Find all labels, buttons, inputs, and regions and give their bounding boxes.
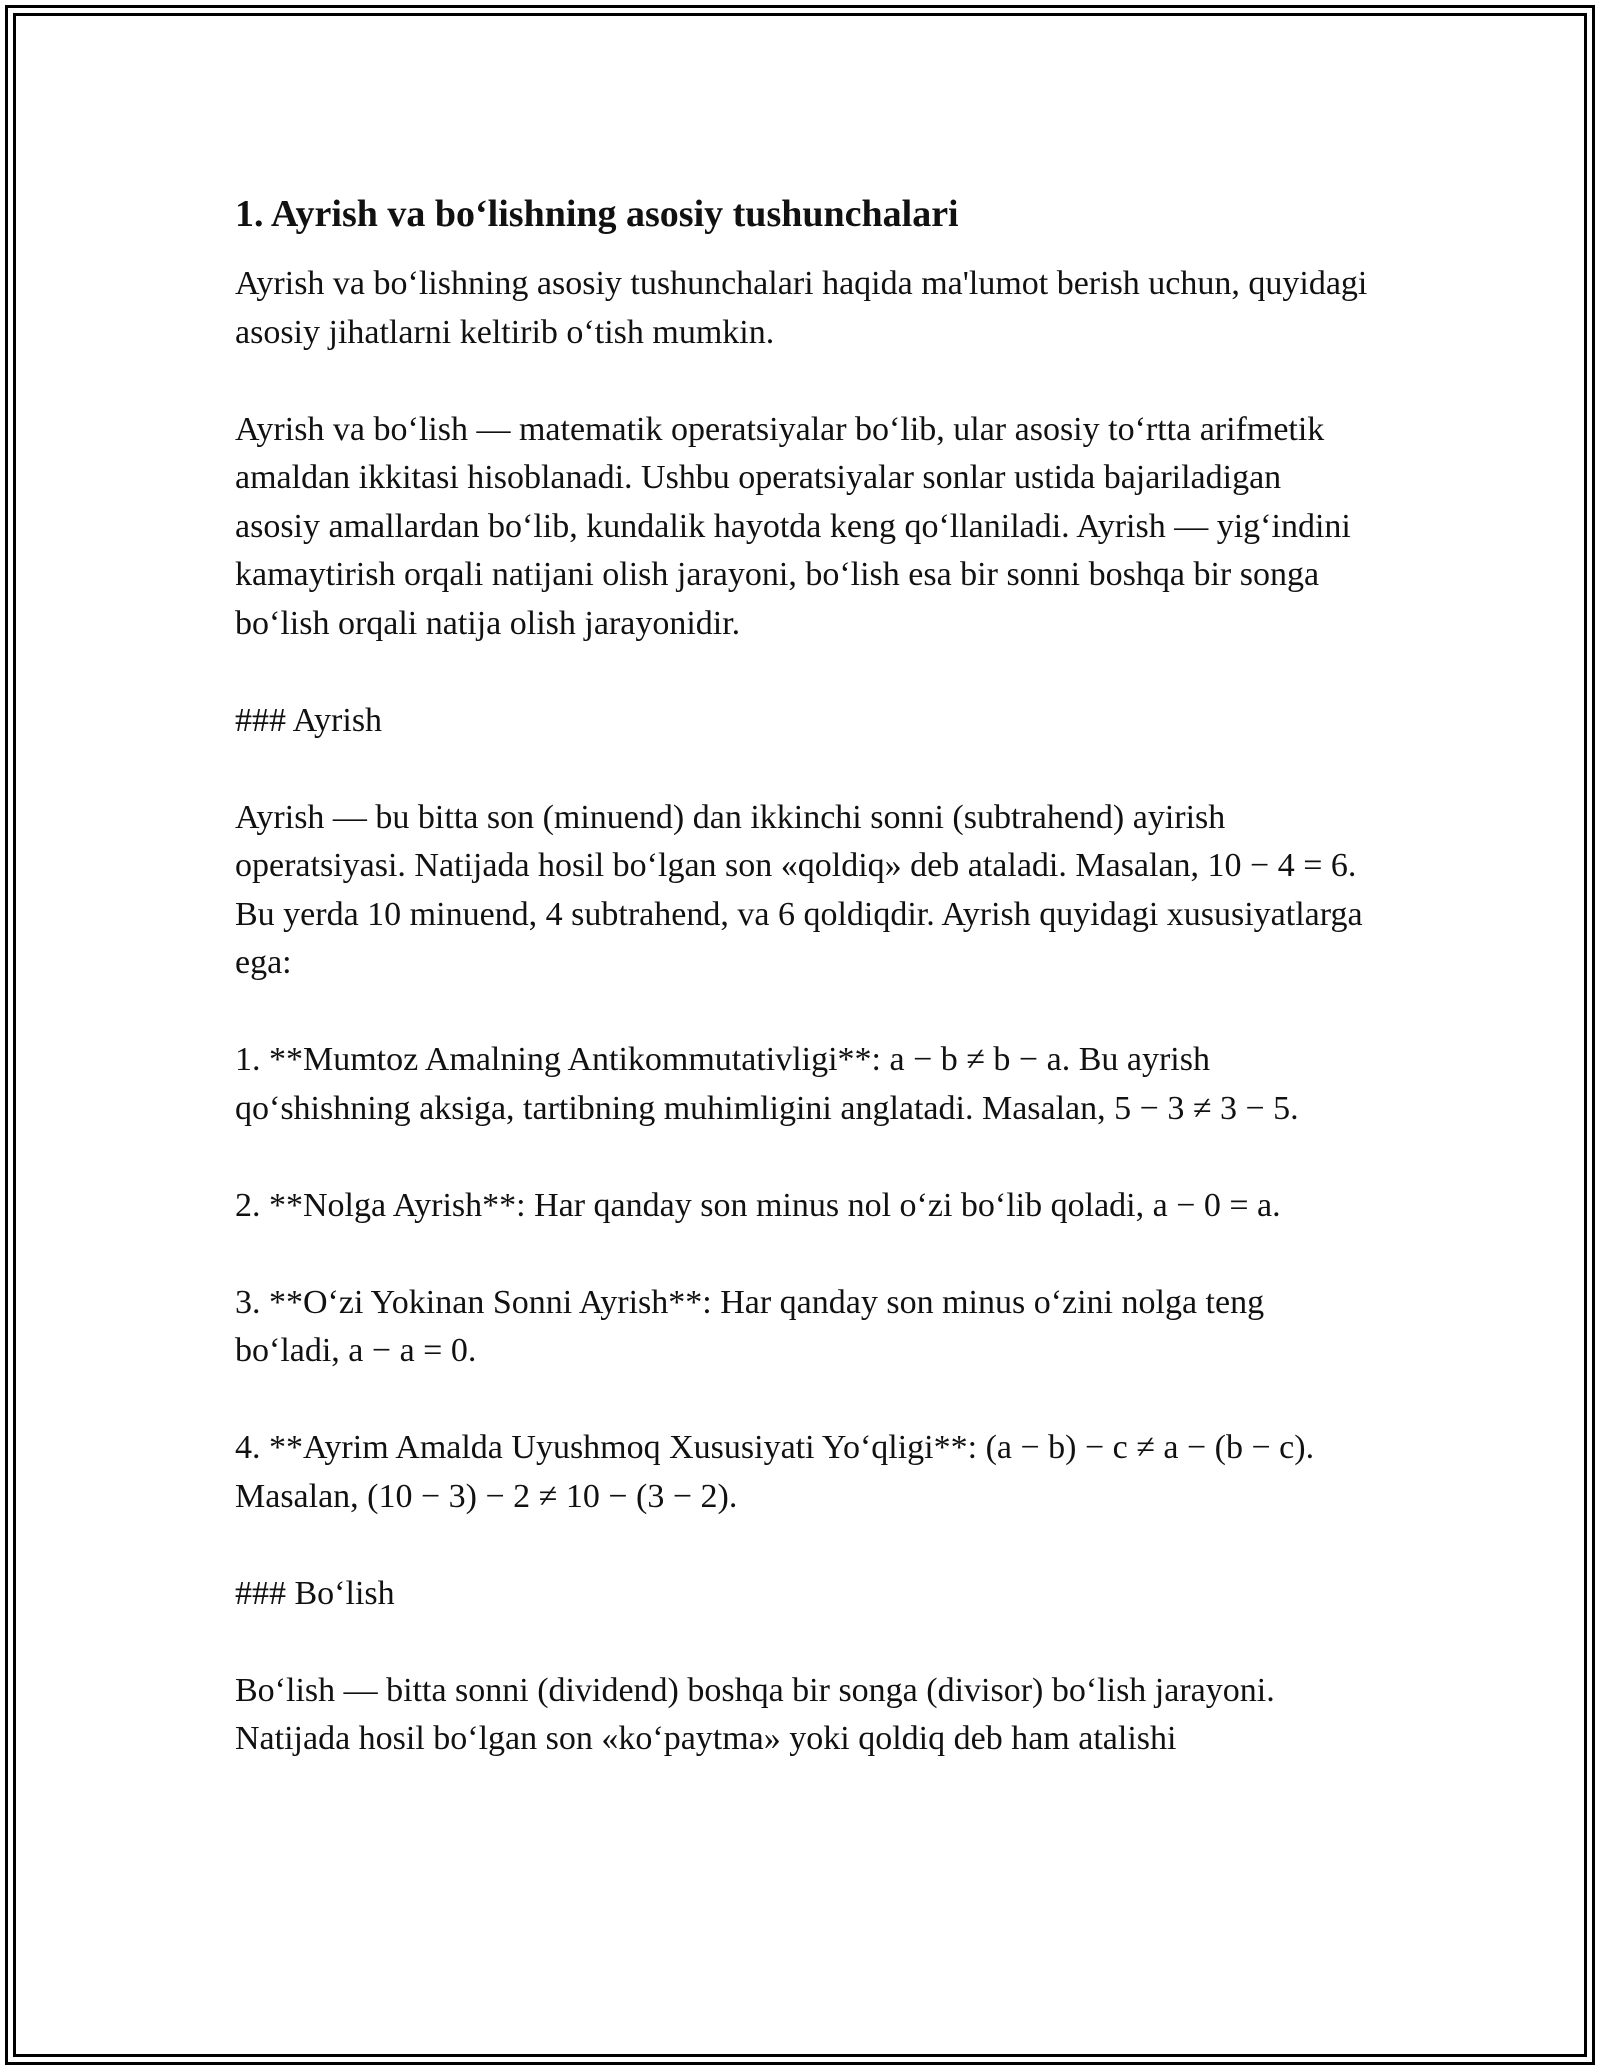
overview-paragraph: Ayrish va bo‘lish — matematik operatsiyalar bo‘lib, ular asosiy to‘rtta arifmetik amaldan ikkitasi hisoblanadi. Ushbu operatsiyalar sonlar ustida bajariladigan asosiy amallardan bo‘lib, kundalik hayotda keng qo‘llaniladi. Ayrish — yig‘indini kamaytirish orqali natijani olish jarayoni, bo‘lish esa bir sonni boshqa bir songa bo‘lish orqali natija olish jarayonidir. [235, 410, 1351, 642]
list-item-3: 3. **O‘zi Yokinan Sonni Ayrish**: Har qanday son minus o‘zini nolga teng bo‘ladi, a − a = 0. [235, 1283, 1265, 1369]
list-item-4: 4. **Ayrim Amalda Uyushmoq Xususiyati Yo‘qligi**: (a − b) − c ≠ a − (b − c). Masalan, (10 − 3) − 2 ≠ 10 − (3 − 2). [235, 1429, 1315, 1515]
list-item-2: 2. **Nolga Ayrish**: Har qanday son minus nol o‘zi bo‘lib qoladi, a − 0 = a. [235, 1186, 1281, 1224]
subheading-bolish: ### Bo‘lish [235, 1574, 395, 1612]
list-item-1: 1. **Mumtoz Amalning Antikommutativligi**: a − b ≠ b − a. Bu ayrish qo‘shishning aksiga, tartibning muhimligini anglatadi. Masalan, 5 − 3 ≠ 3 − 5. [235, 1041, 1299, 1127]
document-body [235, 188, 1370, 1812]
section-title: 1. Ayrish va bo‘lishning asosiy tushunchalari [235, 193, 959, 235]
subheading-ayrish: ### Ayrish [235, 701, 383, 739]
ayrish-definition-paragraph: Ayrish — bu bitta son (minuend) dan ikkinchi sonni (subtrahend) ayirish operatsiyasi. Natijada hosil bo‘lgan son «qoldiq» deb ataladi. Masalan, 10 − 4 = 6. Bu yerda 10 minuend, 4 subtrahend, va 6 qoldiqdir. Ayrish quyidagi xususiyatlarga ega: [235, 798, 1363, 981]
intro-paragraph: Ayrish va bo‘lishning asosiy tushunchalari haqida ma'lumot berish uchun, quyidagi asosiy jihatlarni keltirib o‘tish mumkin. [235, 265, 1368, 351]
bolish-definition-paragraph: Bo‘lish — bitta sonni (dividend) boshqa bir songa (divisor) bo‘lish jarayoni. Natijada hosil bo‘lgan son «ko‘paytma» yoki qoldiq deb ham atalishi [235, 1671, 1275, 1757]
